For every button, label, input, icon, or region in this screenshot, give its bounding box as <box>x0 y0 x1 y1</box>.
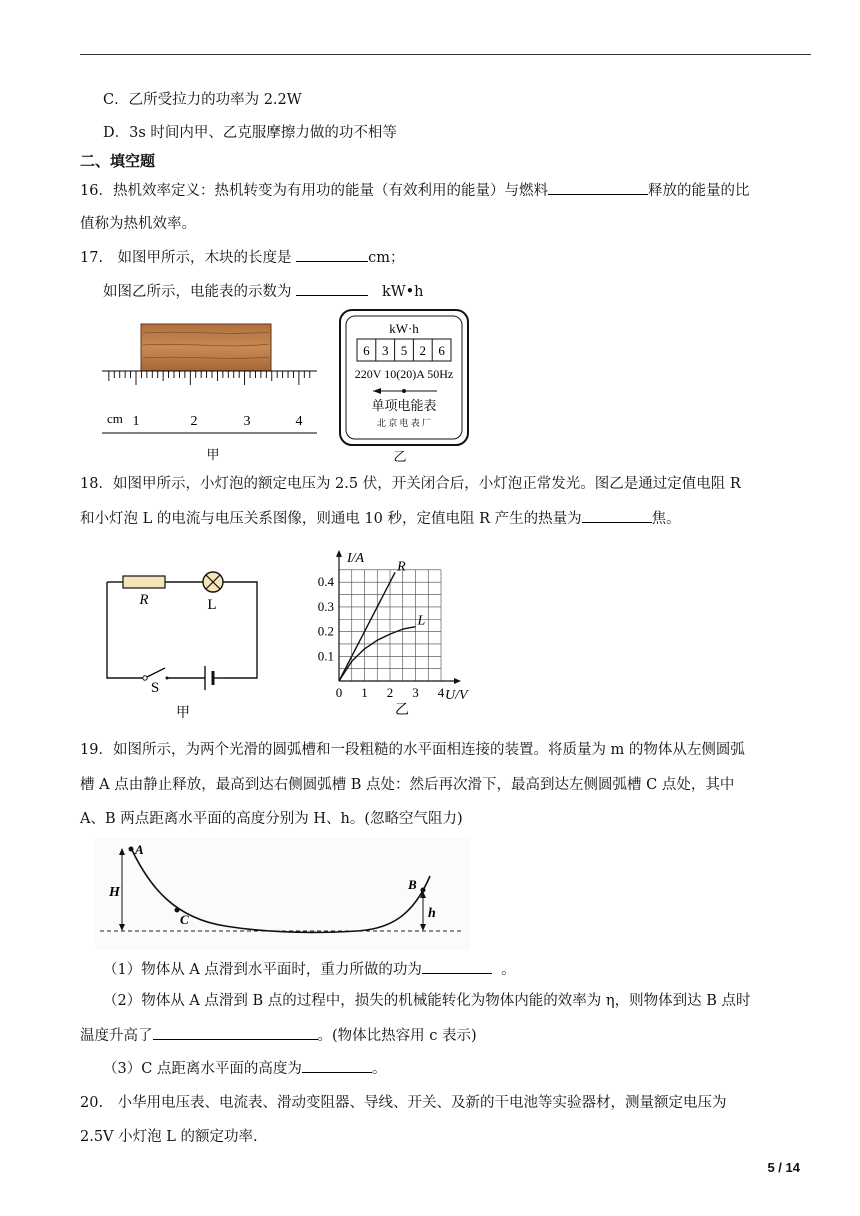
q16-line1 <box>80 180 749 201</box>
ruler <box>102 371 317 433</box>
q19-3-text: （3）C 点距离水平面的高度为 <box>103 1061 302 1077</box>
meter-unit: kW·h <box>389 321 419 336</box>
q19-part1 <box>103 959 516 980</box>
point-c: C <box>180 912 189 927</box>
q16-text-a: 16．热机效率定义：热机转变为有用功的能量（有效利用的能量）与燃料 <box>80 183 548 199</box>
q18-line1: 18．如图甲所示，小灯泡的额定电压为 2.5 伏，开关闭合后，小灯泡正常发光。图乙是通过定值电阻 R <box>80 476 741 492</box>
y-tick-label: 0.2 <box>317 623 334 639</box>
figure-17 <box>95 305 495 470</box>
label-big-h: H <box>109 885 120 900</box>
q17-blank-length[interactable] <box>296 247 368 262</box>
label-l: L <box>207 597 217 613</box>
label-small-h: h <box>428 906 436 921</box>
x-tick-label: 2 <box>386 685 394 700</box>
q19-3-end: 。 <box>371 1061 387 1077</box>
wood-block <box>141 324 271 371</box>
y-tick-label: 0.1 <box>317 648 334 664</box>
ruler-tick-label: 2 <box>190 414 198 429</box>
q18-text-b: 和小灯泡 L 的电流与电压关系图像，则通电 10 秒，定值电阻 R 产生的热量为 <box>80 511 582 527</box>
ruler-tick-label: 4 <box>295 414 303 429</box>
label-r: R <box>139 592 149 608</box>
page-number: 5 / 14 <box>767 1160 800 1175</box>
q19-line2: 槽 A 点由静止释放，最高到达右侧圆弧槽 B 点处：然后再次滑下，最高到达左侧圆弧槽 C 点处，其中 <box>80 777 735 793</box>
q19-2-text: 温度升高了 <box>80 1028 153 1044</box>
point-a: A <box>135 842 144 857</box>
track-diagram <box>95 838 470 950</box>
option-d: D．3s 时间内甲、乙克服摩擦力做的功不相等 <box>103 125 397 141</box>
q19-part2-line2 <box>80 1025 477 1046</box>
circuit-diagram <box>95 560 275 725</box>
meter-digit: 5 <box>400 343 408 358</box>
meter-digit: 6 <box>438 343 445 358</box>
meter-spec: 220V 10(20)A 50Hz <box>354 367 454 381</box>
fig18-label-b: 乙 <box>395 703 409 718</box>
q17-blank-meter[interactable] <box>296 281 368 296</box>
q19-2-blank[interactable] <box>153 1025 318 1040</box>
label-s: S <box>150 680 160 696</box>
point-b: B <box>408 877 417 892</box>
q18-line2 <box>80 508 681 529</box>
q18-blank[interactable] <box>582 508 652 523</box>
q19-2-end: 。(物体比热容用 c 表示) <box>317 1028 477 1044</box>
q17-unit: cm； <box>368 250 405 266</box>
q16-blank[interactable] <box>548 180 648 195</box>
y-axis-label: I/A <box>347 550 365 566</box>
header-rule <box>80 54 811 55</box>
x-tick-label: 3 <box>412 685 419 700</box>
q17-text-a: 17. 如图甲所示，木块的长度是 <box>80 250 292 266</box>
q19-1-blank[interactable] <box>422 959 492 974</box>
q19-part3 <box>103 1058 386 1079</box>
meter-digit: 6 <box>363 343 370 358</box>
series-label-L: L <box>417 613 426 629</box>
y-tick-label: 0.3 <box>317 598 334 614</box>
meter-name: 单项电能表 <box>371 398 437 413</box>
q16-text-b: 释放的能量的比 <box>647 183 750 199</box>
meter-digit: 2 <box>419 343 427 358</box>
meter-maker: 北 京 电 表 厂 <box>376 418 432 428</box>
fig18-label-a: 甲 <box>176 706 190 721</box>
y-tick-label: 0.4 <box>317 574 334 590</box>
x-tick-label: 4 <box>437 685 445 700</box>
ruler-unit: cm <box>107 411 123 426</box>
q20-line2: 2.5V 小灯泡 L 的额定功率. <box>80 1129 258 1145</box>
q19-part2-line1: （2）物体从 A 点滑到 B 点的过程中，损失的机械能转化为物体内能的效率为 η，则物体到达 B 点时 <box>103 993 751 1009</box>
q19-line1: 19．如图所示，为两个光滑的圆弧槽和一段粗糙的水平面相连接的装置。将质量为 m 的物体从左侧圆弧 <box>80 742 745 758</box>
q17-unit2: kW•h <box>381 284 424 300</box>
q18-text-c: 焦。 <box>651 511 681 527</box>
lamp-l <box>203 572 223 592</box>
x-axis-label: U/V <box>445 688 468 703</box>
q17-line2 <box>103 281 424 302</box>
meter-digit: 3 <box>381 343 389 358</box>
option-c: C．乙所受拉力的功率为 2.2W <box>103 92 302 108</box>
q19-1-text: （1）物体从 A 点滑到水平面时，重力所做的功为 <box>103 962 422 978</box>
q16-line2: 值称为热机效率。 <box>80 216 196 232</box>
iv-chart <box>305 535 495 720</box>
series-line-R <box>339 572 395 681</box>
q17-text-b: 如图乙所示，电能表的示数为 <box>103 284 292 300</box>
x-tick-label: 0 <box>335 685 343 700</box>
electric-meter <box>340 310 468 445</box>
q20-line1: 20. 小华用电压表、电流表、滑动变阻器、导线、开关、及新的干电池等实验器材，测量额定电压为 <box>80 1095 727 1111</box>
section-title: 二、填空题 <box>80 152 156 170</box>
q19-line3: A、B 两点距离水平面的高度分别为 H、h。(忽略空气阻力) <box>80 811 463 827</box>
switch-s <box>143 668 169 680</box>
fig17-label-b: 乙 <box>393 449 407 464</box>
q19-3-blank[interactable] <box>302 1058 372 1073</box>
resistor-r <box>123 576 165 588</box>
ruler-tick-label: 1 <box>132 414 140 429</box>
q17-line1 <box>80 247 405 268</box>
series-label-R: R <box>397 559 406 575</box>
battery <box>205 666 223 690</box>
x-tick-label: 1 <box>361 685 368 700</box>
ruler-tick-label: 3 <box>243 414 251 429</box>
q19-1-end: 。 <box>501 962 516 978</box>
fig17-label-a: 甲 <box>206 447 220 462</box>
